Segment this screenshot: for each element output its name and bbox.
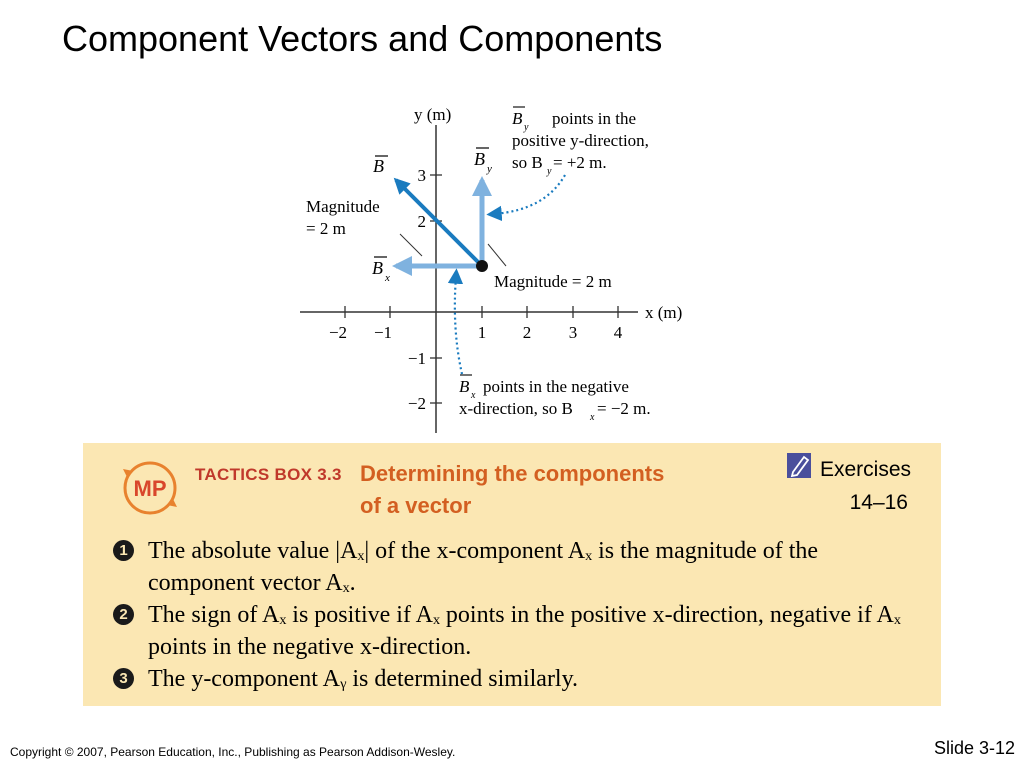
vector-b-arrow: [396, 180, 482, 266]
svg-text:x: x: [385, 272, 390, 284]
svg-text:= −2 m.: = −2 m.: [597, 399, 651, 418]
x-tick-label: −1: [373, 323, 393, 342]
slide-title: Component Vectors and Components: [62, 18, 663, 59]
magnitude-left-label: Magnitude: [306, 197, 380, 216]
mp-logo-icon: [119, 457, 181, 519]
svg-text:= +2 m.: = +2 m.: [553, 153, 607, 172]
x-tick-label: −2: [328, 323, 348, 342]
note-x-line1: points in the negative: [483, 377, 629, 396]
vector-by-label: B: [474, 149, 485, 169]
y-tick-label: −1: [407, 349, 426, 368]
note-y-pointer: [494, 175, 565, 214]
x-axis-label: x (m): [645, 303, 683, 322]
svg-text:y: y: [524, 122, 529, 133]
exercises-label: Exercises: [820, 458, 912, 481]
tactics-steps: [113, 535, 913, 695]
x-tick-label: 4: [613, 323, 623, 342]
svg-text:MP: MP: [133, 476, 167, 501]
x-tick-label: 3: [568, 323, 578, 342]
y-tick-label: 2: [417, 212, 426, 231]
note-x-pointer: [455, 276, 462, 374]
svg-text:x: x: [590, 412, 595, 423]
tactics-box-title: Determining the components of a vector: [360, 461, 665, 518]
note-y-line1: points in the: [552, 109, 637, 128]
copyright-text: Copyright © 2007, Pearson Education, Inc., Publishing as Pearson Addison-Wesley.: [10, 745, 456, 759]
note-x-line2: x-direction, so B: [459, 399, 573, 418]
svg-text:B: B: [512, 109, 523, 128]
exercises-range: 14–16: [849, 491, 908, 514]
origin-dot: [476, 260, 488, 272]
svg-text:x: x: [471, 390, 476, 401]
magnitude-right-label: Magnitude = 2 m: [494, 272, 612, 291]
pencil-icon: [787, 451, 813, 479]
tactics-step: 3 The y-component Aᵧ is determined similarly.: [113, 663, 913, 695]
y-tick-label: 3: [417, 166, 426, 185]
y-axis-label: y (m): [414, 105, 452, 124]
tactics-box: [83, 443, 941, 706]
note-y-line2: positive y-direction,: [512, 131, 649, 150]
tactics-step: 2 The sign of Aₓ is positive if Aₓ points in the positive x-direction, negative if Aₓ points in the negative x-direction.: [113, 599, 913, 663]
note-y-line3: so B: [512, 153, 543, 172]
svg-text:B: B: [459, 377, 470, 396]
svg-text:y: y: [487, 163, 492, 175]
tactics-step: 1 The absolute value |Aₓ| of the x-component Aₓ is the magnitude of the component vector Aₓ.: [113, 535, 913, 599]
vector-bx-label: B: [372, 258, 383, 278]
svg-text:= 2 m: = 2 m: [306, 219, 346, 238]
x-tick-label: 2: [522, 323, 532, 342]
slide-number: Slide 3-12: [933, 738, 1015, 758]
vector-b-label: B: [373, 156, 384, 176]
x-tick-label: 1: [477, 323, 487, 342]
y-tick-label: −2: [407, 394, 426, 413]
svg-text:y: y: [547, 166, 552, 177]
tactics-box-label: TACTICS BOX 3.3: [195, 465, 342, 484]
